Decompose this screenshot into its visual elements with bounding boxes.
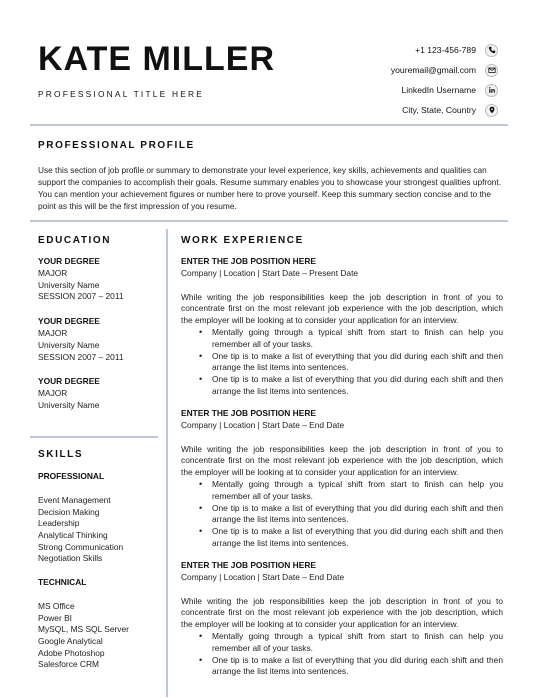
skill-item: Leadership [38, 518, 80, 529]
university: University Name [38, 399, 100, 410]
skill-item: Salesforce CRM [38, 659, 99, 670]
job-3 [181, 560, 503, 678]
skill-item: Adobe Photoshop [38, 647, 105, 658]
education-list [38, 256, 160, 425]
education-entry [38, 316, 160, 363]
job-bullets [212, 479, 503, 550]
degree: YOUR DEGREE [38, 316, 100, 327]
skills-section [38, 471, 160, 671]
job-2 [181, 408, 503, 550]
job-bullets [212, 631, 503, 678]
skill-item: MS Office [38, 600, 75, 611]
job-bullet: • One tip is to make a list of everything that you did during each shift and then arrange the list items into sentences. [212, 503, 503, 527]
skill-item: Power BI [38, 612, 72, 623]
skill-item: Analytical Thinking [38, 529, 108, 540]
professional-skills-list [38, 495, 160, 565]
work-experience-heading: WORK EXPERIENCE [181, 235, 304, 246]
contact-location [391, 100, 498, 120]
skill-item: Decision Making [38, 506, 100, 517]
job-bullet: • Mentally going through a typical shift from start to finish can help you remember all of your tasks. [212, 479, 503, 503]
technical-skills-heading: TECHNICAL [38, 577, 87, 588]
major: MAJOR [38, 327, 68, 338]
contact-email-text: youremail@gmail.com [390, 65, 476, 75]
professional-skills-heading: PROFESSIONAL [38, 471, 105, 481]
location-pin-icon [485, 104, 498, 117]
skills-heading: SKILLS [38, 449, 84, 460]
session: SESSION 2007 – 2011 [38, 351, 124, 362]
job-bullet: • Mentally going through a typical shift from start to finish can help you remember all of your tasks. [212, 631, 503, 655]
job-bullet: • One tip is to make a list of everything that you did during each shift and then arrange the list items into sentences. [212, 526, 503, 550]
job-bullet: • One tip is to make a list of everything that you did during each shift and then arrange the list items into sentences. [212, 351, 503, 375]
job-title: ENTER THE JOB POSITION HERE [181, 256, 316, 266]
university: University Name [38, 339, 100, 350]
technical-skills-list [38, 601, 160, 671]
email-icon [485, 64, 498, 77]
candidate-name: KATE MILLER [38, 40, 276, 78]
column-divider [166, 229, 168, 697]
education-heading: EDUCATION [38, 235, 112, 246]
profile-summary: Use this section of job profile or summary to demonstrate your level experience, key skills, achievements and qualities can support the companies to accomplish their goals. Resume summary enables you to showcase your strongest qualities upfront. You can mention your achievement figures or number here to prove yourself. Keep this summary section concise and to the point as this will be the first impression of you resume. [38, 165, 502, 211]
job-description: While writing the job responsibilities keep the job description in front of you to concentrate first on the most relevant job experience with the job description, which the employer will be looking at to consider your application for an interview. [181, 291, 503, 326]
degree: YOUR DEGREE [38, 376, 100, 387]
contact-linkedin-text: LinkedIn Username [401, 85, 476, 95]
skill-item: Negotiation Skills [38, 553, 103, 564]
contact-location-text: City, State, Country [402, 105, 476, 115]
job-1 [181, 256, 503, 398]
professional-title: PROFESSIONAL TITLE HERE [38, 89, 205, 99]
degree: YOUR DEGREE [38, 256, 100, 266]
university: University Name [38, 279, 100, 290]
contact-list [391, 40, 498, 120]
job-meta: Company | Location | Start Date – End Date [181, 571, 345, 582]
header-divider [30, 124, 508, 126]
skill-item: Strong Communication [38, 541, 124, 552]
profile-heading: PROFESSIONAL PROFILE [38, 140, 195, 151]
education-divider [30, 436, 158, 438]
job-bullet: • Mentally going through a typical shift from start to finish can help you remember all of your tasks. [212, 327, 503, 351]
job-bullet: • One tip is to make a list of everything that you did during each shift and then arrange the list items into sentences. [212, 374, 503, 398]
education-entry [38, 256, 160, 303]
major: MAJOR [38, 267, 68, 278]
job-title: ENTER THE JOB POSITION HERE [181, 408, 316, 418]
job-description: While writing the job responsibilities keep the job description in front of you to concentrate first on the most relevant job experience with the job description, which the employer will be looking at to consider your application for an interview. [181, 443, 503, 478]
job-bullets [212, 327, 503, 398]
contact-phone-text: +1 123-456-789 [415, 45, 476, 55]
contact-linkedin [391, 80, 498, 100]
job-meta: Company | Location | Start Date – End Date [181, 419, 345, 430]
job-description: While writing the job responsibilities keep the job description in front of you to concentrate first on the most relevant job experience with the job description, which the employer will be looking at to consider your application for an interview. [181, 595, 503, 630]
linkedin-icon [485, 84, 498, 97]
skill-item: Google Analytical [38, 635, 103, 646]
major: MAJOR [38, 388, 68, 399]
job-bullet: • One tip is to make a list of everything that you did during each shift and then arrange the list items into sentences. [212, 655, 503, 679]
phone-icon [485, 44, 498, 57]
job-title: ENTER THE JOB POSITION HERE [181, 560, 316, 570]
skill-item: Event Management [38, 494, 111, 505]
contact-phone [391, 40, 498, 60]
contact-email [391, 60, 498, 80]
job-meta: Company | Location | Start Date – Present Date [181, 267, 359, 278]
education-entry [38, 376, 160, 411]
skill-item: MySQL, MS SQL Server [38, 624, 129, 635]
profile-divider [30, 220, 508, 222]
session: SESSION 2007 – 2011 [38, 291, 124, 302]
